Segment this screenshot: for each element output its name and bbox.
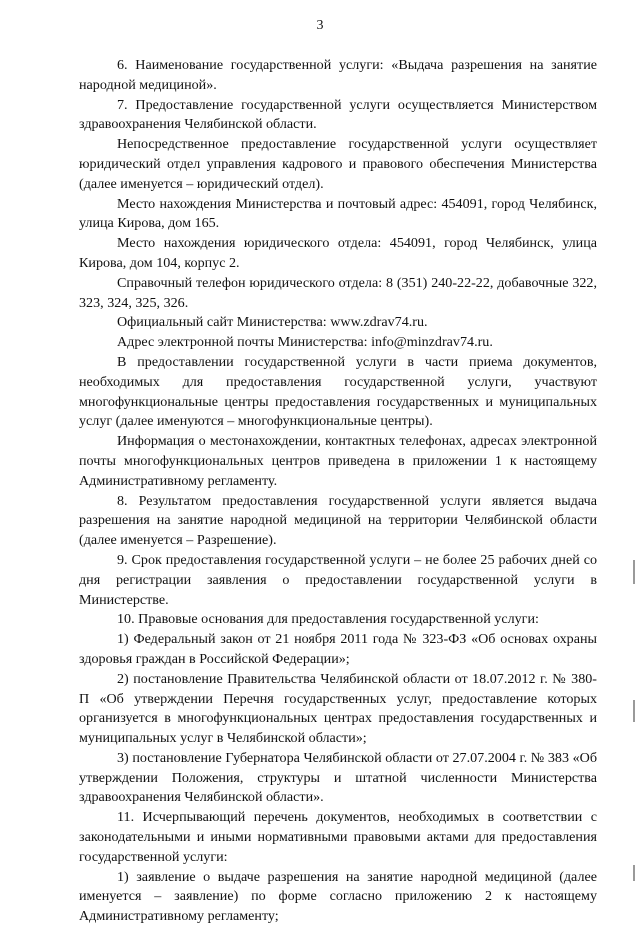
scan-edge-mark [633, 700, 635, 722]
paragraph-document-1: 1) заявление о выдаче разрешения на занятие народной медициной (далее именуется – заявление) по форме согласно приложению 2 к настоящему Административному регламенту; [79, 868, 597, 925]
paragraph-item-9: 9. Срок предоставления государственной услуги – не более 25 рабочих дней со дня регистрации заявления о предоставлении государственной услуги в Министерстве. [79, 551, 597, 608]
paragraph-legal-basis-3: 3) постановление Губернатора Челябинской области от 27.07.2004 г. № 383 «Об утверждении Положения, структуры и штатной численности Министерства здравоохранения Челябинской области». [79, 749, 597, 806]
page-number: 3 [316, 18, 324, 33]
paragraph-mfc-participation: В предоставлении государственной услуги в части приема документов, необходимых для предоставления государственной услуги, участвуют многофункциональные центры предоставления государственных и муниципальных услуг (далее именуются – многофункциональные центры). [79, 353, 597, 430]
paragraph-ministry-address: Место нахождения Министерства и почтовый адрес: 454091, город Челябинск, улица Кирова, дом 165. [79, 195, 597, 232]
paragraph-item-6: 6. Наименование государственной услуги: «Выдача разрешения на занятие народной медициной». [79, 57, 597, 93]
paragraph-mfc-info: Информация о местонахождении, контактных телефонах, адресах электронной почты многофункциональных центров приведена в приложении 1 к настоящему Административному регламенту. [79, 433, 597, 489]
paragraph-email: Адрес электронной почты Министерства: info@minzdrav74.ru. [117, 334, 493, 351]
paragraph-item-11: 11. Исчерпывающий перечень документов, необходимых в соответствии с законодательными и иными нормативными правовыми актами для предоставления государственной услуги: [79, 809, 597, 865]
document-body [79, 56, 597, 927]
paragraph-item-10: 10. Правовые основания для предоставления государственной услуги: [117, 611, 539, 628]
paragraph-website: Официальный сайт Министерства: www.zdrav74.ru. [117, 314, 428, 331]
paragraph-legal-department: Непосредственное предоставление государственной услуги осуществляет юридический отдел управления кадрового и правового обеспечения Министерства (далее именуется – юридический отдел). [79, 136, 597, 192]
paragraph-legal-basis-2: 2) постановление Правительства Челябинской области от 18.07.2012 г. № 380-П «Об утверждении Перечня государственных услуг, предоставление которых организуется в многофункциональных центрах предоставления государственных и муниципальных услуг в Челябинской области»; [79, 670, 597, 747]
paragraph-phone: Справочный телефон юридического отдела: 8 (351) 240-22-22, добавочные 322, 323, 324, 325, 326. [79, 274, 597, 311]
paragraph-item-8: 8. Результатом предоставления государственной услуги является выдача разрешения на занятие народной медициной на территории Челябинской области (далее именуется – Разрешение). [79, 492, 597, 549]
paragraph-legal-basis-1: 1) Федеральный закон от 21 ноября 2011 года № 323-ФЗ «Об основах охраны здоровья граждан в Российской Федерации»; [79, 631, 597, 667]
paragraph-item-7: 7. Предоставление государственной услуги осуществляется Министерством здравоохранения Челябинской области. [79, 96, 597, 133]
scan-edge-mark [633, 865, 635, 881]
scan-edge-mark [633, 560, 635, 584]
paragraph-department-address: Место нахождения юридического отдела: 454091, город Челябинск, улица Кирова, дом 104, корпус 2. [79, 235, 597, 271]
